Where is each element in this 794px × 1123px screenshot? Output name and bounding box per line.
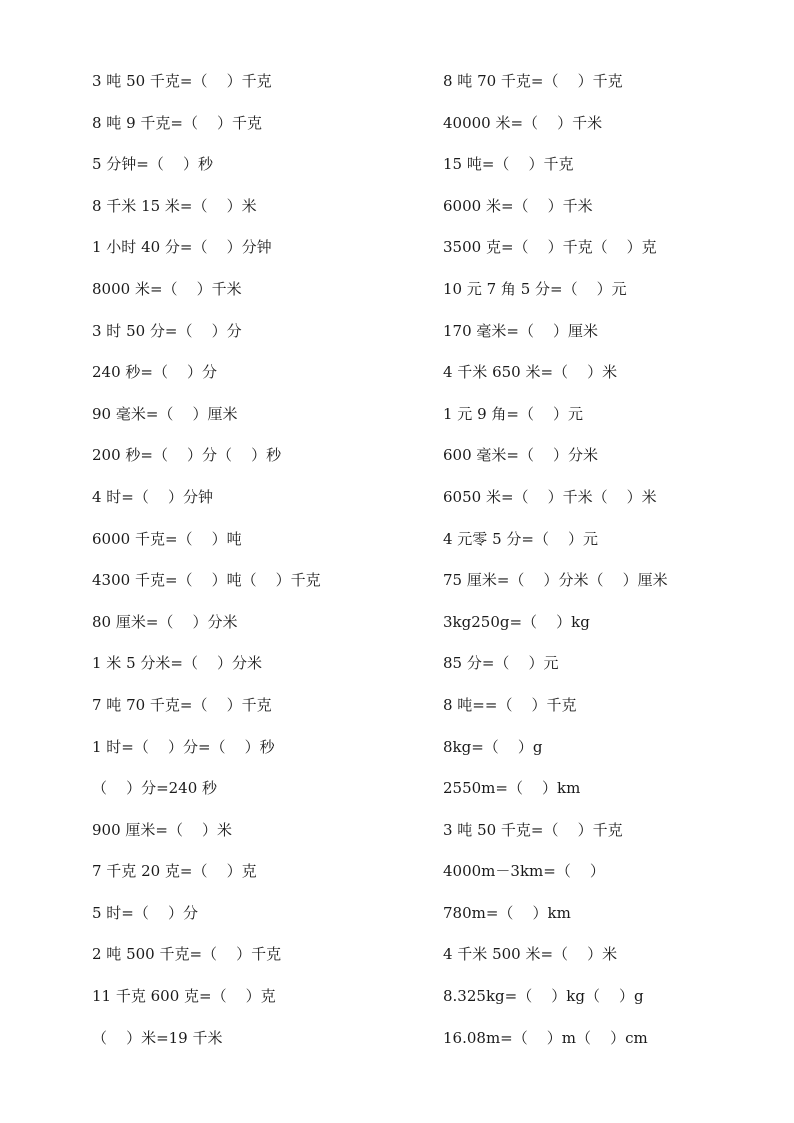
problem-line: 7 千克 20 克=（ ）克	[92, 862, 257, 881]
problem-line: 4 千米 650 米=（ ）米	[443, 363, 618, 382]
problem-line: 3kg250g=（ ）kg	[443, 612, 590, 631]
problem-line: 1 元 9 角=（ ）元	[443, 404, 584, 423]
problem-line: （ ）米=19 千米	[92, 1028, 223, 1047]
problem-line: 85 分=（ ）元	[443, 654, 559, 673]
problem-line: 1 小时 40 分=（ ）分钟	[92, 238, 272, 257]
problem-line: 10 元 7 角 5 分=（ ）元	[443, 279, 627, 298]
problem-line: 15 吨=（ ）千克	[443, 155, 574, 174]
problem-line: 6050 米=（ ）千米（ ）米	[443, 487, 657, 506]
problem-line: 240 秒=（ ）分	[92, 363, 218, 382]
problem-line: 7 吨 70 千克=（ ）千克	[92, 695, 272, 714]
problem-line: 6000 米=（ ）千米	[443, 196, 593, 215]
problem-line: 170 毫米=（ ）厘米	[443, 321, 599, 340]
problem-line: 5 时=（ ）分	[92, 903, 198, 922]
problem-line: 3 吨 50 千克=（ ）千克	[92, 72, 272, 90]
problem-line: 3500 克=（ ）千克（ ）克	[443, 238, 657, 257]
problem-line: 8kg=（ ）g	[443, 737, 543, 756]
problem-line: 4300 千克=（ ）吨（ ）千克	[92, 571, 321, 590]
left-problem-column	[92, 69, 422, 1067]
problem-line: 40000 米=（ ）千米	[443, 113, 603, 132]
problem-line: 200 秒=（ ）分（ ）秒	[92, 446, 282, 465]
problem-line: 2 吨 500 千克=（ ）千克	[92, 945, 282, 964]
problem-line: 5 分钟=（ ）秒	[92, 155, 213, 174]
problem-line: 4000m－3km=（ ）	[443, 862, 605, 881]
problem-line: （ ）分=240 秒	[92, 779, 218, 798]
problem-line: 600 毫米=（ ）分米	[443, 446, 599, 465]
problem-line: 780m=（ ）km	[443, 903, 571, 922]
problem-line: 8.325kg=（ ）kg（ ）g	[443, 987, 644, 1006]
problem-line: 80 厘米=（ ）分米	[92, 612, 238, 631]
problem-line: 2550m=（ ）km	[443, 779, 581, 798]
problem-line: 4 千米 500 米=（ ）米	[443, 945, 618, 964]
problem-line: 8 吨==（ ）千克	[443, 695, 577, 714]
problem-line: 8 吨 70 千克=（ ）千克	[443, 72, 623, 90]
problem-line: 4 元零 5 分=（ ）元	[443, 529, 599, 548]
problem-line: 16.08m=（ ）m（ ）cm	[443, 1028, 648, 1047]
problem-line: 1 时=（ ）分=（ ）秒	[92, 737, 275, 756]
problem-line: 8 吨 9 千克=（ ）千克	[92, 113, 263, 132]
problem-line: 75 厘米=（ ）分米（ ）厘米	[443, 571, 668, 590]
problem-line: 8 千米 15 米=（ ）米	[92, 196, 257, 215]
problem-line: 3 时 50 分=（ ）分	[92, 321, 242, 340]
problem-line: 3 吨 50 千克=（ ）千克	[443, 820, 623, 839]
problem-line: 11 千克 600 克=（ ）克	[92, 987, 276, 1006]
problem-line: 1 米 5 分米=（ ）分米	[92, 654, 263, 673]
problem-line: 900 厘米=（ ）米	[92, 820, 233, 839]
right-problem-column	[443, 69, 773, 1067]
problem-line: 4 时=（ ）分钟	[92, 487, 213, 506]
problem-line: 6000 千克=（ ）吨	[92, 529, 242, 548]
problem-line: 8000 米=（ ）千米	[92, 279, 242, 298]
problem-line: 90 毫米=（ ）厘米	[92, 404, 238, 423]
